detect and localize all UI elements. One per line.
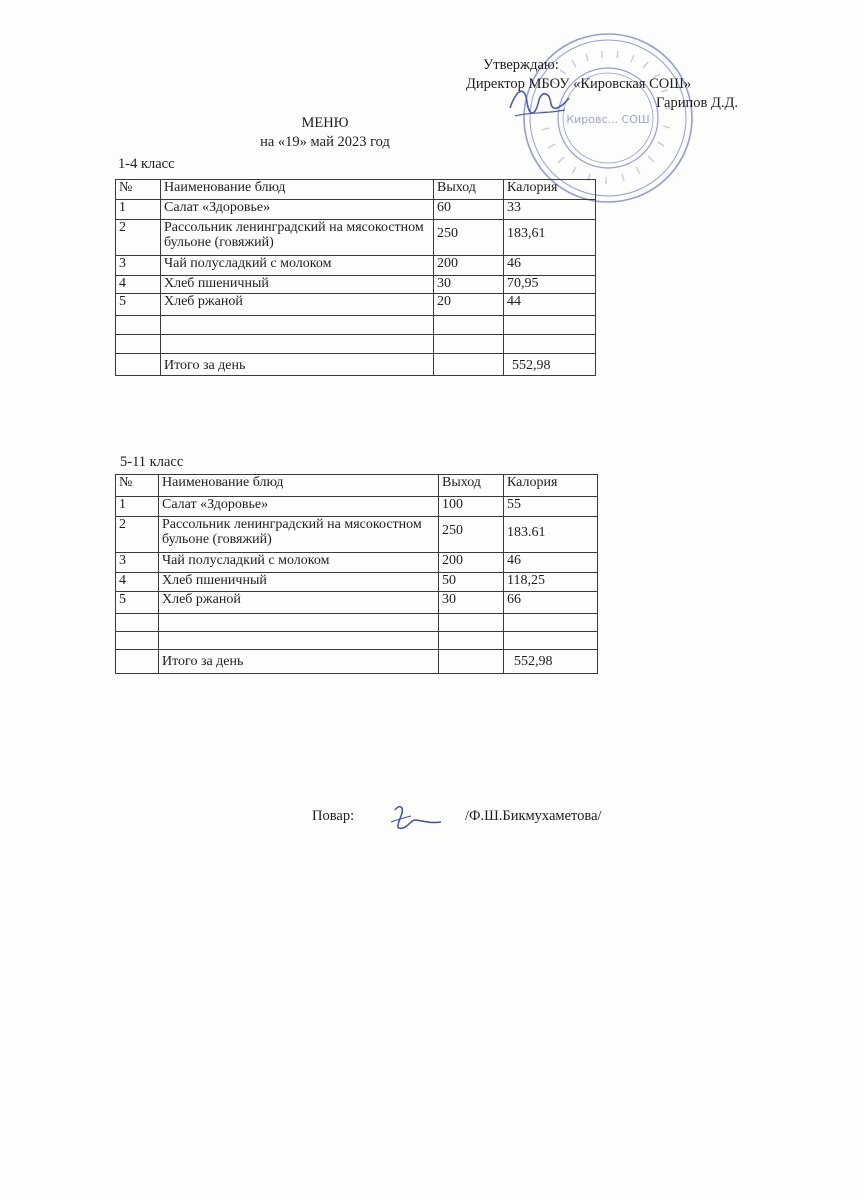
- dish-name: Рассольник ленинградский на мясокостном бульоне (говяжий): [161, 220, 434, 256]
- cook-label: Повар:: [312, 808, 355, 824]
- dish-name: Чай полусладкий с молоком: [161, 256, 434, 276]
- row-number: 1: [116, 497, 159, 517]
- menu-table-1-4: [115, 179, 596, 376]
- dish-yield: 100: [439, 497, 504, 517]
- table-row: [116, 276, 596, 294]
- table-row: [116, 294, 596, 316]
- table-header-row: [116, 475, 598, 497]
- menu-title-block: [250, 114, 400, 152]
- dish-yield: 200: [439, 553, 504, 573]
- dish-calories: 70,95: [504, 276, 596, 294]
- row-number: 3: [116, 256, 161, 276]
- dish-name: Хлеб ржаной: [161, 294, 434, 316]
- header-cell: Калория: [504, 180, 596, 200]
- table-row: [116, 573, 598, 592]
- dish-calories: 55: [504, 497, 598, 517]
- header-cell: №: [116, 475, 159, 497]
- total-label: Итого за день: [161, 354, 434, 376]
- dish-calories: 183.61: [504, 517, 598, 553]
- date-line: на «19» май 2023 год: [260, 134, 390, 150]
- table-row: [116, 592, 598, 614]
- page-title: МЕНЮ: [301, 115, 349, 131]
- dish-calories: 46: [504, 256, 596, 276]
- row-number: 5: [116, 294, 161, 316]
- dish-yield: 30: [439, 592, 504, 614]
- dish-calories: 118,25: [504, 573, 598, 592]
- table-row: [116, 553, 598, 573]
- stamp-center-text: Кировс... СОШ: [566, 113, 650, 126]
- total-label: Итого за день: [159, 650, 439, 674]
- dish-calories: 44: [504, 294, 596, 316]
- table-total-row: [116, 354, 596, 376]
- table-row-empty: [116, 316, 596, 335]
- row-number: 5: [116, 592, 159, 614]
- approval-block: [440, 56, 740, 113]
- class-label-5-11: 5-11 класс: [120, 454, 184, 470]
- row-number: 1: [116, 200, 161, 220]
- table-row: [116, 256, 596, 276]
- menu-table-5-11: [115, 474, 598, 674]
- cook-signature: [385, 800, 445, 836]
- row-number: 4: [116, 573, 159, 592]
- dish-name: Хлеб пшеничный: [159, 573, 439, 592]
- dish-name: Рассольник ленинградский на мясокостном бульоне (говяжий): [159, 517, 439, 553]
- table-row: [116, 220, 596, 256]
- total-value: 552,98: [504, 650, 598, 674]
- dish-name: Хлеб пшеничный: [161, 276, 434, 294]
- dish-name: Салат «Здоровье»: [161, 200, 434, 220]
- dish-name: Салат «Здоровье»: [159, 497, 439, 517]
- table-row: [116, 497, 598, 517]
- cook-name: /Ф.Ш.Бикмухаметова/: [465, 808, 602, 824]
- row-number: 3: [116, 553, 159, 573]
- table-header-row: [116, 180, 596, 200]
- dish-calories: 183,61: [504, 220, 596, 256]
- header-cell: Калория: [504, 475, 598, 497]
- dish-yield: 20: [434, 294, 504, 316]
- dish-yield: 60: [434, 200, 504, 220]
- table-total-row: [116, 650, 598, 674]
- dish-yield: 250: [439, 517, 504, 553]
- approval-director: Директор МБОУ «Кировская СОШ»: [466, 76, 692, 92]
- header-cell: Выход: [439, 475, 504, 497]
- header-cell: №: [116, 180, 161, 200]
- dish-yield: 30: [434, 276, 504, 294]
- dish-calories: 66: [504, 592, 598, 614]
- dish-calories: 33: [504, 200, 596, 220]
- approval-line: Утверждаю:: [483, 57, 559, 73]
- header-cell: Выход: [434, 180, 504, 200]
- table-row-empty: [116, 335, 596, 354]
- dish-yield: 50: [439, 573, 504, 592]
- table-row-empty: [116, 614, 598, 632]
- approval-name: Гарипов Д.Д.: [656, 95, 738, 111]
- dish-yield: 200: [434, 256, 504, 276]
- dish-name: Чай полусладкий с молоком: [159, 553, 439, 573]
- header-cell: Наименование блюд: [159, 475, 439, 497]
- table-row-empty: [116, 632, 598, 650]
- total-value: 552,98: [504, 354, 596, 376]
- table-row: [116, 517, 598, 553]
- dish-yield: 250: [434, 220, 504, 256]
- header-cell: Наименование блюд: [161, 180, 434, 200]
- dish-name: Хлеб ржаной: [159, 592, 439, 614]
- class-label-1-4: 1-4 класс: [118, 156, 175, 172]
- dish-calories: 46: [504, 553, 598, 573]
- row-number: 2: [116, 517, 159, 553]
- row-number: 4: [116, 276, 161, 294]
- table-row: [116, 200, 596, 220]
- row-number: 2: [116, 220, 161, 256]
